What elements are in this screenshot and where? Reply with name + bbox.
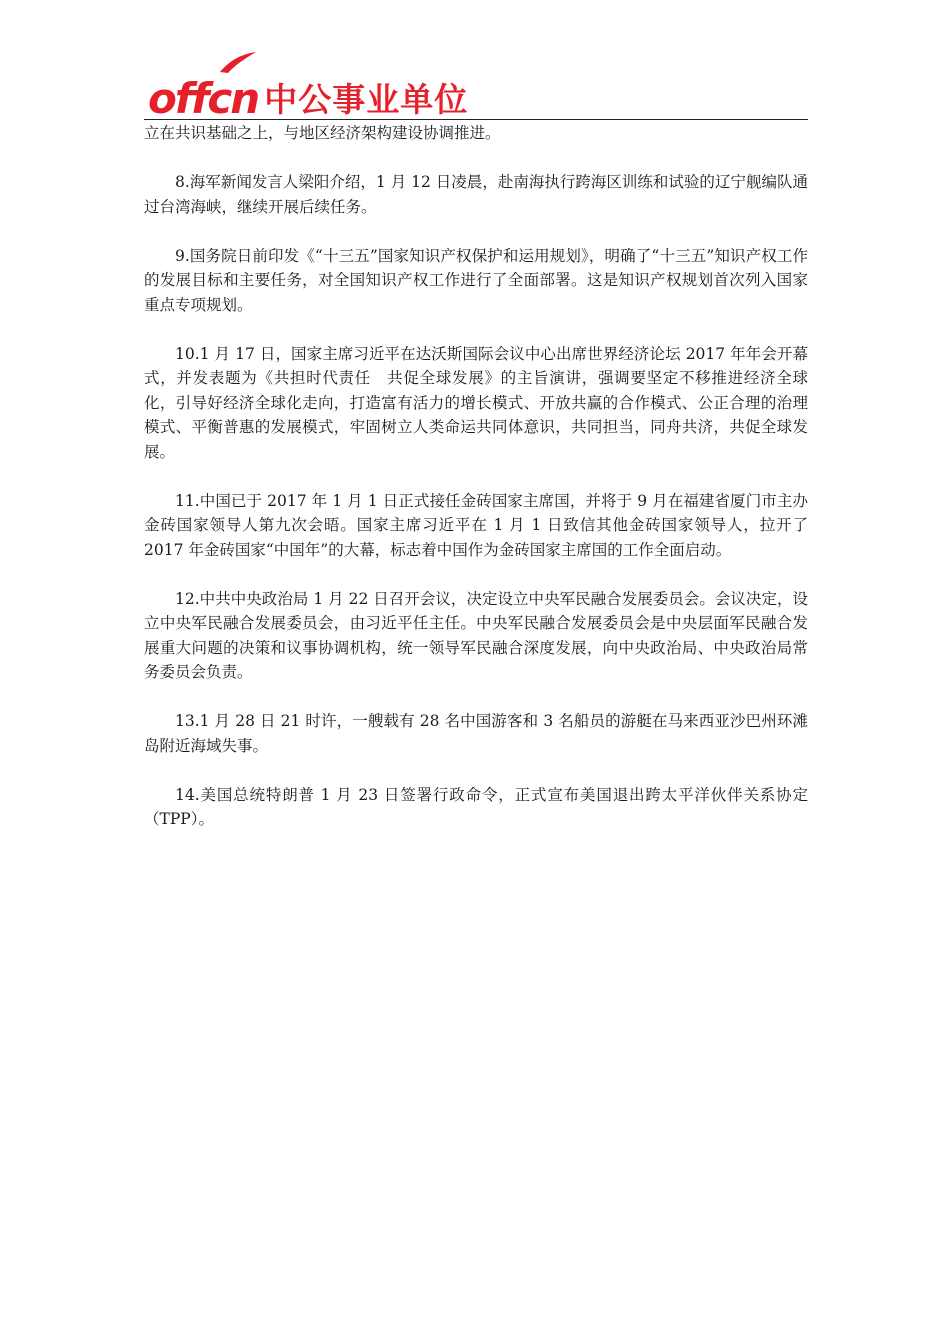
paragraph-item-14: 14.美国总统特朗普 1 月 23 日签署行政命令，正式宣布美国退出跨太平洋伙伴关系协定（TPP）。: [144, 785, 808, 828]
offcn-logo: [148, 64, 469, 123]
paragraph-item-11: 11.中国已于 2017 年 1 月 1 日正式接任金砖国家主席国，并将于 9 月在福建省厦门市主办金砖国家领导人第九次会晤。国家主席习近平在 1 月 1 日致信其他金砖国家领导人，拉开了 2017 年金砖国家“中国年”的大幕，标志着中国作为金砖国家主席国的工作全面启动。: [144, 491, 808, 559]
paragraph-item-10: 10.1 月 17 日，国家主席习近平在达沃斯国际会议中心出席世界经济论坛 2017 年年会开幕式，并发表题为《共担时代责任 共促全球发展》的主旨演讲，强调要坚定不移推进经济全球化，引导好经济全球化走向，打造富有活力的增长模式、开放共赢的合作模式、公正合理的治理模式、平衡普惠的发展模式，牢固树立人类命运共同体意识，共同担当，同舟共济，共促全球发展。: [144, 344, 808, 461]
document-body: [144, 121, 808, 856]
page-header: [0, 0, 950, 124]
logo-name: 中公事业单位: [264, 80, 469, 119]
paragraph-item-12: 12.中共中央政治局 1 月 22 日召开会议，决定设立中央军民融合发展委员会。会议决定，设立中央军民融合发展委员会，由习近平任主任。中央军民融合发展委员会是中央层面军民融合发展重大问题的决策和议事协调机构，统一领导军民融合深度发展，向中央政治局、中央政治局常务委员会负责。: [144, 589, 808, 681]
logo-mark: offcn: [148, 74, 259, 123]
paragraph-continuation: 立在共识基础之上，与地区经济架构建设协调推进。: [144, 124, 501, 142]
header-divider: [144, 119, 808, 120]
paragraph-item-9: 9.国务院日前印发《“十三五”国家知识产权保护和运用规划》，明确了“十三五”知识产权工作的发展目标和主要任务，对全国知识产权工作进行了全面部署。这是知识产权规划首次列入国家重点专项规划。: [144, 246, 808, 314]
paragraph-item-8: 8.海军新闻发言人梁阳介绍，1 月 12 日凌晨，赴南海执行跨海区训练和试验的辽宁舰编队通过台湾海峡，继续开展后续任务。: [144, 173, 808, 216]
logo-swoosh-icon: [218, 50, 258, 74]
paragraph-item-13: 13.1 月 28 日 21 时许，一艘载有 28 名中国游客和 3 名船员的游艇在马来西亚沙巴州环滩岛附近海域失事。: [144, 712, 808, 755]
